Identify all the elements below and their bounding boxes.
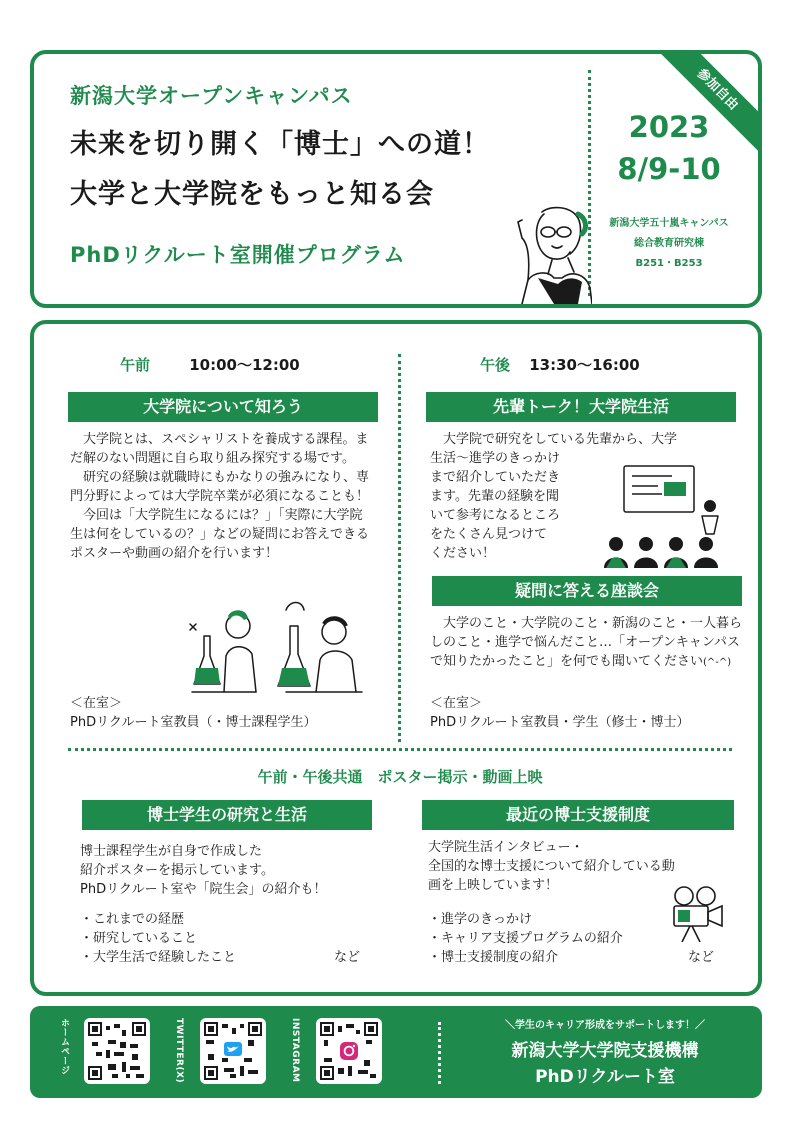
afternoon-staff-label: ＜在室＞ xyxy=(430,696,483,711)
qr-code-icon xyxy=(204,1022,262,1080)
common-left-line: PhDリクルート室や「院生会」の紹介も！ xyxy=(80,882,327,897)
event-year: 2023 xyxy=(628,110,710,144)
afternoon-text-2 xyxy=(430,614,746,672)
morning-bar: 大学院について知ろう xyxy=(68,392,378,422)
venue-rooms: B251・B253 xyxy=(635,258,703,269)
instagram-qr-code[interactable] xyxy=(316,1018,382,1084)
afternoon-heading xyxy=(480,354,640,375)
morning-heading xyxy=(120,354,300,375)
afternoon-text-1-line: をたくさん見つけて xyxy=(430,527,548,542)
morning-text xyxy=(70,430,370,563)
presentation-illustration xyxy=(602,462,732,568)
afternoon-text-1-first: 大学院で研究をしている先輩から、大学 xyxy=(443,432,678,447)
pointing-woman-illustration xyxy=(482,204,592,304)
twitter-qr-code[interactable] xyxy=(200,1018,266,1084)
morning-paragraph: 今回は「大学院生になるには？」「実際に大学院生は何をしているの？」などの疑問にお答えできるポスターや動画の紹介を行います！ xyxy=(70,508,370,561)
qr-code-icon xyxy=(320,1022,378,1080)
list-item: ・キャリア支援プログラムの紹介 xyxy=(428,931,623,946)
footer-bar xyxy=(30,1006,762,1098)
center-divider xyxy=(398,354,401,742)
footer-divider xyxy=(438,1022,441,1084)
list-item: ・博士支援制度の紹介 xyxy=(428,950,559,965)
instagram-logo-icon xyxy=(340,1042,358,1060)
venue-campus: 新潟大学五十嵐キャンパス xyxy=(609,218,729,229)
common-left-bar: 博士学生の研究と生活 xyxy=(82,800,372,830)
header-panel xyxy=(30,50,762,308)
afternoon-text-1-line: ください！ xyxy=(430,546,496,561)
afternoon-text-1-line: まで紹介していただき xyxy=(430,470,561,485)
footer-office: PhDリクルート室 xyxy=(535,1067,675,1087)
common-right-list xyxy=(428,910,714,967)
footer-tagline: ＼学生のキャリア形成をサポートします！／ xyxy=(505,1020,705,1031)
afternoon-text-2-body: 大学のこと・大学院のこと・新潟のこと・一人暮らしのこと・進学で悩んだこと…「オープンキャンパスで知りたかったこと」を何でも聞いてください xyxy=(430,616,743,669)
morning-staff-text: PhDリクルート室教員（・博士課程学生） xyxy=(70,715,317,730)
common-left-list xyxy=(80,910,360,967)
common-heading: 午前・午後共通 ポスター掲示・動画上映 xyxy=(257,768,543,786)
homepage-qr-code[interactable] xyxy=(84,1018,150,1084)
list-etc: など xyxy=(687,950,714,965)
afternoon-text-1-line: 生活〜進学のきっかけ xyxy=(430,451,561,466)
afternoon-time: 13:30〜16:00 xyxy=(529,356,640,374)
program-panel xyxy=(30,320,762,996)
twitter-qr-label: TWITTER(X) xyxy=(174,1018,184,1084)
afternoon-bar-qa: 疑問に答える座談会 xyxy=(432,576,742,606)
list-item: ・大学生活で経験したこと xyxy=(80,950,237,965)
common-left-line: 紹介ポスターを掲示しています。 xyxy=(80,863,274,878)
campus-title: 新潟大学オープンキャンパス xyxy=(70,84,353,108)
list-item: ・これまでの経歴 xyxy=(80,912,185,927)
afternoon-label: 午後 xyxy=(480,356,511,374)
common-right-line: 大学院生活インタビュー・ xyxy=(428,840,584,855)
main-title-line2: 大学と大学院をもっと知る会 xyxy=(70,179,434,210)
list-item: ・進学のきっかけ xyxy=(428,912,533,927)
instagram-qr-label: INSTAGRAM xyxy=(290,1018,300,1083)
afternoon-staff-text: PhDリクルート室教員・学生（修士・博士） xyxy=(430,715,690,730)
afternoon-bar-senior-talk: 先輩トーク！大学院生活 xyxy=(426,392,736,422)
morning-staff-label: ＜在室＞ xyxy=(70,696,123,711)
homepage-qr-label: ホームページ xyxy=(59,1018,69,1075)
morning-time: 10:00〜12:00 xyxy=(189,356,300,374)
free-entry-ribbon: 参加自由 xyxy=(654,50,762,153)
common-left-text xyxy=(80,842,380,899)
emoticon: (^-^) xyxy=(703,657,732,668)
horizontal-divider xyxy=(68,748,732,751)
footer-organization: 新潟大学大学院支援機構 xyxy=(511,1041,699,1061)
morning-staff xyxy=(70,694,370,732)
program-title: PhDリクルート室開催プログラム xyxy=(70,243,406,267)
morning-paragraph: 研究の経験は就職時にもかなりの強みになり、専門分野によっては大学院卒業が必須になることも！ xyxy=(70,470,370,504)
common-right-line: 画を上映しています！ xyxy=(428,878,559,893)
list-etc: など xyxy=(333,950,360,965)
common-right-bar: 最近の博士支援制度 xyxy=(422,800,734,830)
venue-info xyxy=(594,214,744,274)
afternoon-staff xyxy=(430,694,746,732)
qr-code-icon xyxy=(88,1022,146,1080)
main-title-line1: 未来を切り開く「博士」への道！ xyxy=(70,129,490,160)
venue-building: 総合教育研究棟 xyxy=(634,238,704,249)
common-left-line: 博士課程学生が自身で作成した xyxy=(80,844,263,859)
list-item: ・研究していること xyxy=(80,931,198,946)
morning-label: 午前 xyxy=(120,356,151,374)
lab-researchers-illustration xyxy=(186,596,366,696)
afternoon-text-1-line: いて参考になるところ xyxy=(430,508,561,523)
morning-paragraph: 大学院とは、スペシャリストを養成する課程。まだ解のない問題に自ら取り組み探究する場です。 xyxy=(70,432,369,466)
afternoon-text-1-line: ます。先輩の経験を聞 xyxy=(430,489,559,504)
event-dates: 8/9-10 xyxy=(617,152,721,186)
common-right-line: 全国的な博士支援について紹介している動 xyxy=(428,859,675,874)
